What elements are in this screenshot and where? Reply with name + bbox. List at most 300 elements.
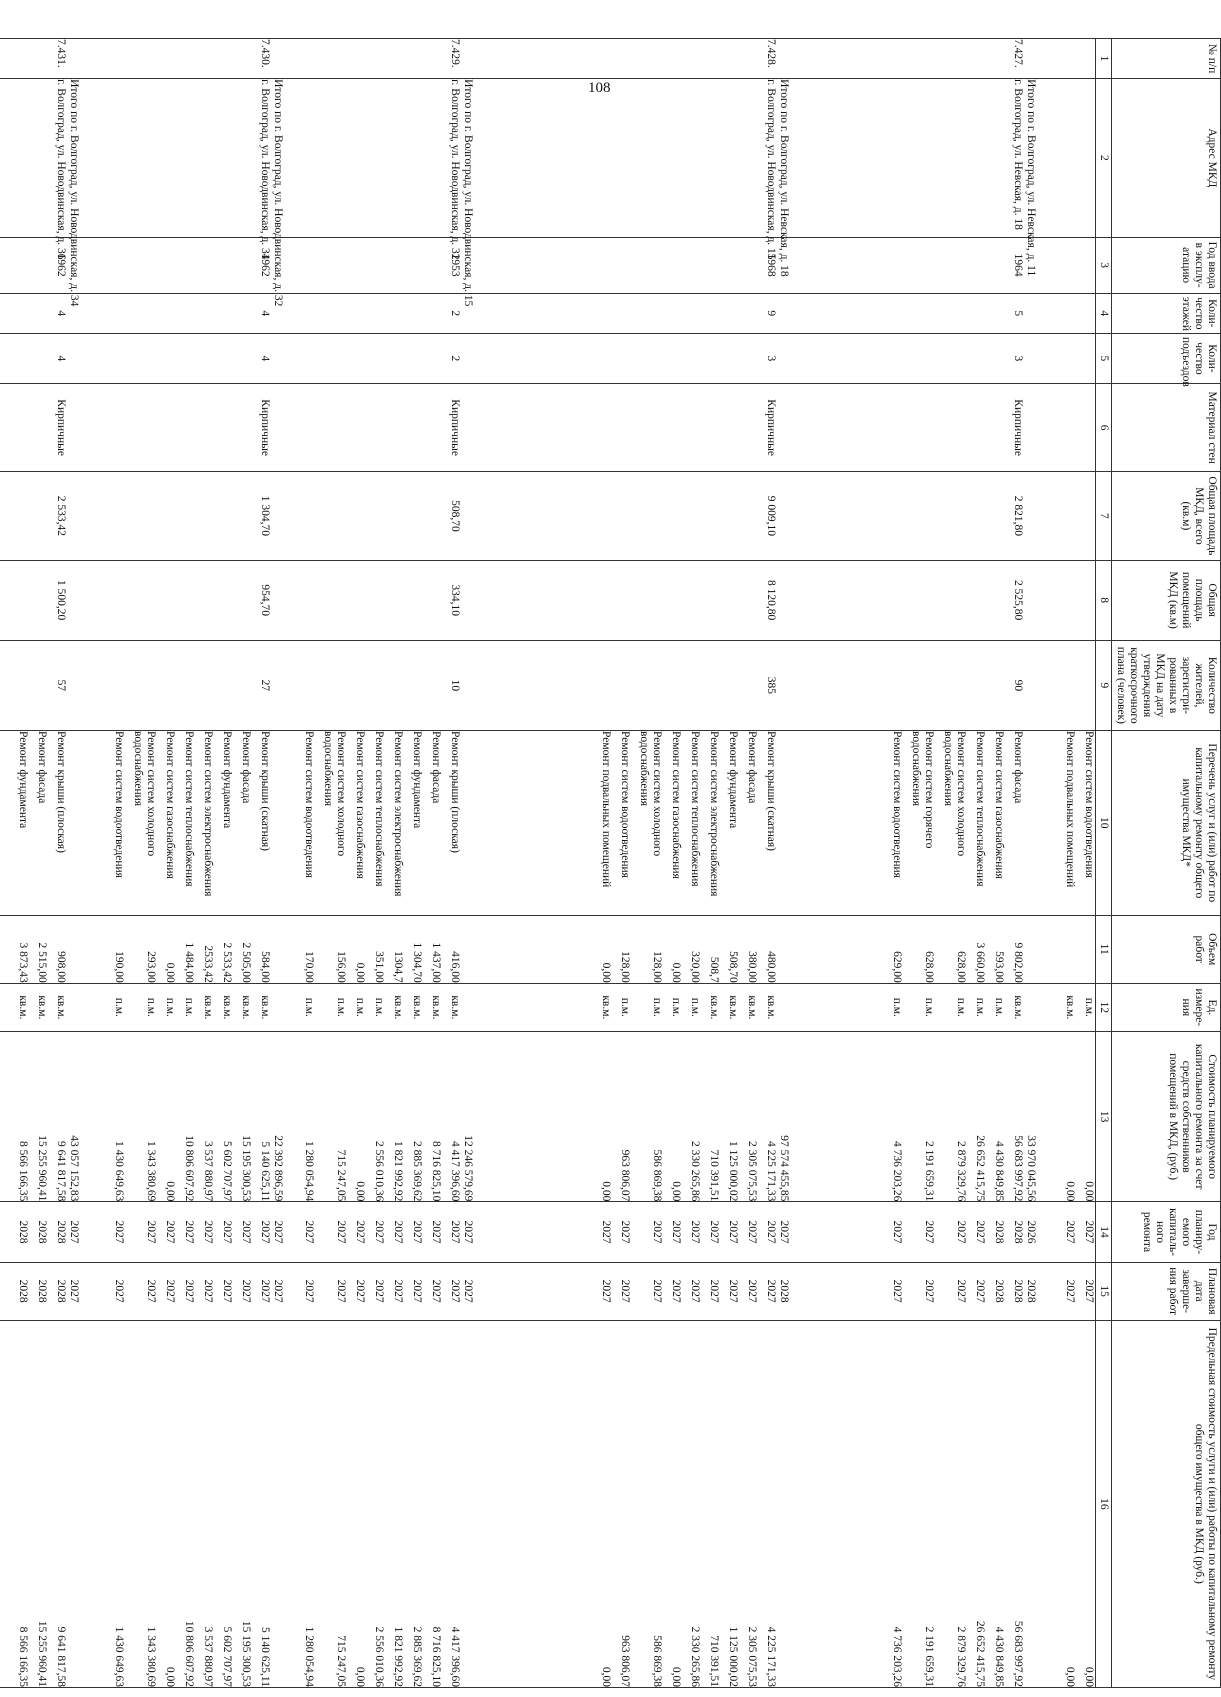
work-finish-date: 2027: [600, 1279, 612, 1303]
work-limit-cost: 5 140 625,11: [259, 1627, 271, 1687]
work-unit: кв.м.: [221, 995, 233, 1020]
work-year: 2027: [392, 1220, 404, 1244]
work-item: Ремонт систем холодного водоснабжения: [942, 731, 967, 857]
work-limit-cost: 0,00: [670, 1666, 682, 1687]
work-year: 2027: [303, 1220, 315, 1244]
work-year: 2027: [955, 1220, 967, 1244]
row-number: 7.429.: [449, 39, 461, 68]
work-limit-cost: 1 430 649,63: [113, 1626, 125, 1687]
work-item: Ремонт фундамента: [221, 731, 233, 829]
address-line: г. Волгоград, ул. Новодвинская, д. 15: [765, 79, 777, 260]
address-line: Итого по г. Волгоград, ул. Новодвинская, д. 32: [272, 79, 284, 307]
work-limit-cost: 0,00: [354, 1666, 366, 1687]
work-year: 2027: [689, 1220, 701, 1244]
work-unit: кв.м.: [17, 995, 29, 1020]
work-volume: 0,00: [600, 962, 612, 983]
column-number-cell: 4: [1096, 293, 1112, 333]
work-limit-cost: 1 125 000,02: [727, 1626, 739, 1687]
work-cost: 0,00: [1083, 1181, 1095, 1202]
work-year: 2027: [335, 1220, 347, 1244]
col-entrances: [0, 333, 1096, 383]
work-limit-cost: 2 556 010,36: [373, 1626, 385, 1687]
work-year: 2027: [202, 1220, 214, 1244]
work-limit-cost: 8 566 166,35: [17, 1626, 29, 1687]
header-cell: Объем работ: [1112, 915, 1221, 983]
area-rooms: 954,70: [259, 584, 271, 616]
header-cell: Предельная стоимость услуги и (или) работы по капитальному ремонту общего имущества в МКД (руб.): [1112, 1320, 1221, 1687]
work-unit: п.м.: [113, 997, 125, 1017]
work-year: 2028: [36, 1220, 48, 1244]
total-cost: 43 057 152,83: [68, 1135, 80, 1202]
address-line: г. Волгоград, ул. Невская, д. 18: [1012, 79, 1024, 230]
header-cell: Адрес МКД: [1112, 79, 1221, 237]
work-year: 2027: [1083, 1220, 1095, 1244]
work-volume: 351,00: [373, 951, 385, 983]
work-year: 2027: [145, 1220, 157, 1244]
work-cost: 4 430 849,85: [993, 1141, 1005, 1202]
work-year: 2027: [430, 1220, 442, 1244]
work-item: Ремонт систем водоотведения: [1083, 731, 1095, 878]
address-line: г. Волгоград, ул. Новодвинская, д. 34: [259, 79, 271, 260]
work-limit-cost: 4 417 396,60: [449, 1626, 461, 1687]
work-item: Ремонт систем водоотведения: [619, 731, 631, 878]
work-item: Ремонт систем горячего водоснабжения: [910, 731, 935, 849]
col-volume: [0, 915, 1096, 983]
work-cost: 4 225 171,33: [765, 1141, 777, 1202]
work-finish-date: 2027: [145, 1279, 157, 1303]
work-limit-cost: 2 879 329,76: [955, 1626, 967, 1687]
work-unit: кв.м.: [727, 995, 739, 1020]
work-cost: 1 821 992,92: [392, 1141, 404, 1202]
work-item: Ремонт систем газоснабжения: [993, 731, 1005, 879]
work-item: Ремонт систем водоотведения: [303, 731, 315, 878]
work-year: 2027: [619, 1220, 631, 1244]
residents: 27: [259, 679, 271, 692]
work-year: 2028: [55, 1220, 67, 1244]
work-year: 2027: [373, 1220, 385, 1244]
work-volume: 480,00: [765, 951, 777, 983]
col-number: [0, 39, 1096, 79]
work-cost: 0,00: [1064, 1181, 1076, 1202]
work-finish-date: 2027: [373, 1279, 385, 1303]
work-cost: 2 885 369,62: [411, 1141, 423, 1202]
work-limit-cost: 8 716 825,10: [430, 1626, 442, 1687]
work-cost: 2 191 659,31: [923, 1141, 935, 1202]
column-number-cell: 8: [1096, 560, 1112, 640]
col-unit: [0, 983, 1096, 1031]
col-area-total: [0, 472, 1096, 560]
floors: 4: [55, 310, 67, 317]
total-finish-date: 2027: [272, 1279, 284, 1303]
work-unit: кв.м.: [430, 995, 442, 1020]
row-number: 7.431.: [55, 39, 67, 68]
total-finish-date: 2027: [68, 1279, 80, 1303]
header-cell: Количество жителей, зарегистри-рованных в МКД на дату утверждения краткосрочного плана (человек): [1112, 640, 1221, 730]
work-limit-cost: 4 225 171,33: [765, 1626, 777, 1687]
work-limit-cost: 0,00: [1083, 1666, 1095, 1687]
work-cost: 0,00: [354, 1181, 366, 1202]
header-cell: Коли-чество подъездов: [1112, 333, 1221, 383]
work-year: 2027: [354, 1220, 366, 1244]
work-finish-date: 2027: [392, 1279, 404, 1303]
work-limit-cost: 10 806 607,92: [183, 1620, 195, 1687]
area-total: 2 533,42: [55, 495, 67, 536]
work-item: Ремонт фасада: [430, 731, 442, 804]
work-cost: 9 641 817,58: [55, 1141, 67, 1202]
work-year: 2027: [113, 1220, 125, 1244]
work-item: Ремонт фасада: [36, 731, 48, 804]
work-cost: 3 537 880,97: [202, 1141, 214, 1202]
work-cost: 4 736 203,26: [891, 1141, 903, 1202]
work-item: Ремонт фасада: [240, 731, 252, 804]
wall-material: Кирпичные: [55, 399, 67, 456]
work-item: Ремонт подвальных помещений: [600, 731, 612, 888]
work-finish-date: 2027: [240, 1279, 252, 1303]
work-year: 2027: [651, 1220, 663, 1244]
work-limit-cost: 15 255 960,41: [36, 1620, 48, 1687]
work-volume: 1304,7: [392, 951, 404, 983]
work-finish-date: 2027: [923, 1279, 935, 1303]
work-volume: 1 304,70: [411, 942, 423, 983]
total-finish-date: 2028: [778, 1279, 790, 1303]
address-line: Итого по г. Волгоград, ул. Невская, д. 11: [1025, 79, 1037, 277]
work-cost: 2 879 329,76: [955, 1141, 967, 1202]
year-built: 1962: [259, 253, 271, 277]
header-cell: Коли-чество этажей: [1112, 293, 1221, 333]
column-number-cell: 13: [1096, 1031, 1112, 1202]
header-cell: Стоимость планируемого капитального ремонта за счет средств собственников помещений в МКД, (руб.): [1112, 1031, 1221, 1202]
work-item: Ремонт систем холодного водоснабжения: [322, 731, 347, 857]
work-limit-cost: 4 736 203,26: [891, 1626, 903, 1687]
work-finish-date: 2027: [202, 1279, 214, 1303]
work-finish-date: 2027: [1064, 1279, 1076, 1303]
work-limit-cost: 3 537 880,97: [202, 1626, 214, 1687]
total-cost: 97 574 455,85: [778, 1135, 790, 1202]
column-number-cell: 3: [1096, 237, 1112, 293]
work-limit-cost: 1 280 054,94: [303, 1626, 315, 1687]
work-item: Ремонт систем холодного водоснабжения: [638, 731, 663, 857]
work-finish-date: 2027: [670, 1279, 682, 1303]
work-unit: п.м.: [303, 997, 315, 1017]
column-number-cell: 9: [1096, 640, 1112, 730]
work-limit-cost: 0,00: [600, 1666, 612, 1687]
work-year: 2028: [993, 1220, 1005, 1244]
work-unit: кв.м.: [746, 995, 758, 1020]
work-finish-date: 2027: [765, 1279, 777, 1303]
total-finish-date: 2027: [462, 1279, 474, 1303]
residents: 10: [449, 679, 461, 692]
work-finish-date: 2027: [411, 1279, 423, 1303]
area-rooms: 2 525,80: [1012, 580, 1024, 621]
address-line: г. Волгоград, ул. Новодвинская, д. 32: [449, 79, 461, 260]
work-year: 2027: [670, 1220, 682, 1244]
header-cell: Общая площадь МКД, всего (кв.м): [1112, 472, 1221, 560]
work-item: Ремонт систем газоснабжения: [354, 731, 366, 879]
header-cell: Ед. измере-ния: [1112, 983, 1221, 1031]
work-item: Ремонт крыши (плоская): [55, 731, 67, 853]
address-line: Итого по г. Волгоград, ул. Новодвинская, д. 34: [68, 79, 80, 307]
work-unit: кв.м.: [411, 995, 423, 1020]
address-line: г. Волгоград, ул. Новодвинская, д. 36: [55, 79, 67, 260]
work-item: Ремонт систем электроснабжения: [392, 731, 404, 897]
work-limit-cost: 963 806,07: [619, 1635, 631, 1687]
work-year: 2027: [240, 1220, 252, 1244]
total-year: 2026: [1025, 1220, 1037, 1244]
work-volume: 170,00: [303, 951, 315, 983]
work-cost: 1 125 000,02: [727, 1141, 739, 1202]
work-limit-cost: 2 330 265,86: [689, 1626, 701, 1687]
work-finish-date: 2027: [354, 1279, 366, 1303]
work-cost: 710 391,51: [708, 1149, 720, 1202]
header-cell: № п/п: [1112, 39, 1221, 79]
work-year: 2027: [708, 1220, 720, 1244]
work-unit: п.м.: [1083, 997, 1095, 1017]
work-cost: 56 683 997,92: [1012, 1135, 1024, 1202]
year-built: 1968: [765, 253, 777, 277]
work-finish-date: 2027: [727, 1279, 739, 1303]
work-volume: 584,00: [259, 951, 271, 983]
work-limit-cost: 15 195 300,53: [240, 1620, 252, 1687]
work-finish-date: 2027: [335, 1279, 347, 1303]
wall-material: Кирпичные: [259, 399, 271, 456]
work-finish-date: 2027: [183, 1279, 195, 1303]
work-finish-date: 2027: [708, 1279, 720, 1303]
work-finish-date: 2028: [1012, 1279, 1024, 1303]
entrances: 2: [449, 355, 461, 362]
header-cell: Материал стен: [1112, 383, 1221, 471]
work-unit: кв.м.: [600, 995, 612, 1020]
work-year: 2028: [1012, 1220, 1024, 1244]
work-volume: 380,00: [746, 951, 758, 983]
work-item: Ремонт систем газоснабжения: [670, 731, 682, 879]
header-cell: Перечень услуг и (или) работ по капитальному ремонту общего имущества МКД*: [1112, 731, 1221, 916]
work-year: 2027: [974, 1220, 986, 1244]
work-cost: 8 566 166,35: [17, 1141, 29, 1202]
work-unit: п.м.: [651, 997, 663, 1017]
work-volume: 190,00: [113, 951, 125, 983]
work-volume: 128,00: [619, 951, 631, 983]
work-volume: 628,00: [955, 951, 967, 983]
work-volume: 0,00: [354, 962, 366, 983]
work-item: Ремонт крыши (скатная): [259, 731, 271, 851]
wall-material: Кирпичные: [765, 399, 777, 456]
row-number: 7.428.: [765, 39, 777, 68]
col-cost: [0, 1031, 1096, 1202]
work-volume: 593,00: [993, 951, 1005, 983]
column-number-cell: 7: [1096, 472, 1112, 560]
work-item: Ремонт систем водоотведения: [113, 731, 125, 878]
work-cost: 10 806 607,92: [183, 1135, 195, 1202]
work-volume: 156,00: [335, 951, 347, 983]
total-year: 2027: [68, 1220, 80, 1244]
work-item: Ремонт систем теплоснабжения: [689, 731, 701, 887]
floors: 5: [1012, 310, 1024, 317]
total-cost: 12 246 579,69: [462, 1135, 474, 1202]
area-rooms: 1 500,20: [55, 580, 67, 621]
work-unit: кв.м.: [55, 995, 67, 1020]
floors: 4: [259, 310, 271, 317]
work-cost: 5 140 625,11: [259, 1141, 271, 1202]
work-cost: 586 869,38: [651, 1149, 663, 1202]
total-cost: 22 392 896,59: [272, 1135, 284, 1202]
work-volume: 2533,42: [202, 945, 214, 983]
area-total: 9 009,10: [765, 495, 777, 536]
work-year: 2027: [891, 1220, 903, 1244]
header-cell: Год планиру-емого капиталь-ного ремонта: [1112, 1202, 1221, 1262]
work-finish-date: 2027: [689, 1279, 701, 1303]
work-volume: 2 515,00: [36, 942, 48, 983]
work-unit: п.м.: [145, 997, 157, 1017]
area-total: 1 304,70: [259, 495, 271, 536]
work-cost: 2 305 075,53: [746, 1141, 758, 1202]
work-unit: кв.м.: [36, 995, 48, 1020]
work-unit: п.м.: [354, 997, 366, 1017]
wall-material: Кирпичные: [1012, 399, 1024, 456]
address-line: Итого по г. Волгоград, ул. Новодвинская, д. 15: [462, 79, 474, 307]
work-cost: 15 255 960,41: [36, 1135, 48, 1202]
work-limit-cost: 1 343 380,69: [145, 1626, 157, 1687]
column-number-cell: 1: [1096, 39, 1112, 79]
work-finish-date: 2027: [430, 1279, 442, 1303]
work-finish-date: 2027: [259, 1279, 271, 1303]
work-year: 2027: [221, 1220, 233, 1244]
header-row: [1112, 39, 1221, 1688]
work-cost: 26 652 415,75: [974, 1135, 986, 1202]
work-volume: 908,00: [55, 951, 67, 983]
year-built: 1964: [1012, 253, 1024, 277]
work-item: Ремонт систем теплоснабжения: [373, 731, 385, 887]
work-unit: п.м.: [183, 997, 195, 1017]
work-year: 2027: [164, 1220, 176, 1244]
work-year: 2027: [923, 1220, 935, 1244]
work-finish-date: 2027: [303, 1279, 315, 1303]
work-finish-date: 2027: [746, 1279, 758, 1303]
work-cost: 2 556 010,36: [373, 1141, 385, 1202]
floors: 9: [765, 310, 777, 317]
row-number: 7.430.: [259, 39, 271, 68]
work-volume: 0,00: [164, 962, 176, 983]
work-item: Ремонт подвальных помещений: [1064, 731, 1076, 888]
work-finish-date: 2027: [221, 1279, 233, 1303]
work-cost: 1 280 054,94: [303, 1141, 315, 1202]
work-cost: 1 343 380,69: [145, 1141, 157, 1202]
work-cost: 0,00: [600, 1181, 612, 1202]
work-year: 2027: [1064, 1220, 1076, 1244]
work-volume: 9 802,00: [1012, 942, 1024, 983]
work-item: Ремонт фасада: [746, 731, 758, 804]
work-unit: кв.м.: [259, 995, 271, 1020]
work-unit: п.м.: [689, 997, 701, 1017]
work-item: Ремонт крыши (скатная): [765, 731, 777, 851]
work-cost: 0,00: [164, 1181, 176, 1202]
work-year: 2027: [449, 1220, 461, 1244]
work-finish-date: 2027: [891, 1279, 903, 1303]
work-unit: п.м.: [670, 997, 682, 1017]
work-cost: 715 247,05: [335, 1149, 347, 1202]
total-year: 2027: [462, 1220, 474, 1244]
residents: 385: [765, 676, 777, 694]
col-residents: [0, 640, 1096, 730]
work-limit-cost: 2 885 369,62: [411, 1626, 423, 1687]
work-limit-cost: 4 430 849,85: [993, 1626, 1005, 1687]
work-year: 2028: [17, 1220, 29, 1244]
work-year: 2027: [746, 1220, 758, 1244]
work-finish-date: 2028: [993, 1279, 1005, 1303]
work-unit: кв.м.: [240, 995, 252, 1020]
work-volume: 3 660,00: [974, 942, 986, 983]
work-volume: 0,00: [670, 962, 682, 983]
work-volume: 320,00: [689, 951, 701, 983]
column-number-row: [1096, 39, 1112, 1688]
header-cell: Общая площадь помещений МКД (кв.м): [1112, 560, 1221, 640]
work-unit: п.м.: [373, 997, 385, 1017]
work-finish-date: 2027: [651, 1279, 663, 1303]
work-volume: 3 873,43: [17, 942, 29, 983]
column-number-cell: 12: [1096, 983, 1112, 1031]
work-item: Ремонт фундамента: [17, 731, 29, 829]
work-year: 2027: [765, 1220, 777, 1244]
work-limit-cost: 715 247,05: [335, 1635, 347, 1687]
floors: 2: [449, 310, 461, 317]
work-volume: 293,00: [145, 951, 157, 983]
work-item: Ремонт фундамента: [411, 731, 423, 829]
work-limit-cost: 586 869,38: [651, 1635, 663, 1687]
column-number-cell: 10: [1096, 731, 1112, 916]
header-cell: Год ввода в эксплу-атацию: [1112, 237, 1221, 293]
work-cost: 963 806,07: [619, 1149, 631, 1202]
work-limit-cost: 9 641 817,58: [55, 1626, 67, 1687]
work-item: Ремонт фундамента: [727, 731, 739, 829]
col-area-rooms: [0, 560, 1096, 640]
work-unit: кв.м.: [708, 995, 720, 1020]
total-year: 2027: [272, 1220, 284, 1244]
work-year: 2027: [600, 1220, 612, 1244]
work-cost: 2 330 265,86: [689, 1141, 701, 1202]
work-unit: кв.м.: [392, 995, 404, 1020]
work-volume: 628,00: [923, 951, 935, 983]
work-cost: 8 716 825,10: [430, 1141, 442, 1202]
work-limit-cost: 0,00: [1064, 1666, 1076, 1687]
column-number-cell: 16: [1096, 1320, 1112, 1687]
work-year: 2027: [411, 1220, 423, 1244]
col-year-built: [0, 237, 1096, 293]
work-item: Ремонт систем холодного водоснабжения: [132, 731, 157, 857]
area-total: 2 821,80: [1012, 495, 1024, 536]
work-unit: п.м.: [923, 997, 935, 1017]
work-unit: п.м.: [164, 997, 176, 1017]
work-cost: 15 195 300,53: [240, 1135, 252, 1202]
work-cost: 1 430 649,63: [113, 1141, 125, 1202]
work-limit-cost: 2 191 659,31: [923, 1626, 935, 1687]
area-rooms: 334,10: [449, 584, 461, 616]
work-volume: 629,00: [891, 951, 903, 983]
work-unit: п.м.: [891, 997, 903, 1017]
work-item: Ремонт фасада: [1012, 731, 1024, 804]
work-finish-date: 2027: [955, 1279, 967, 1303]
col-wall-material: [0, 383, 1096, 471]
work-unit: кв.м.: [765, 995, 777, 1020]
year-built: 1953: [449, 253, 461, 277]
total-cost: 33 970 045,56: [1025, 1135, 1037, 1202]
entrances: 3: [1012, 355, 1024, 362]
work-volume: 128,00: [651, 951, 663, 983]
entrances: 4: [55, 355, 67, 362]
work-unit: п.м.: [335, 997, 347, 1017]
column-number-cell: 15: [1096, 1262, 1112, 1320]
work-unit: кв.м.: [1064, 995, 1076, 1020]
work-volume: 2 505,00: [240, 942, 252, 983]
table-body-row: [0, 39, 1096, 1688]
